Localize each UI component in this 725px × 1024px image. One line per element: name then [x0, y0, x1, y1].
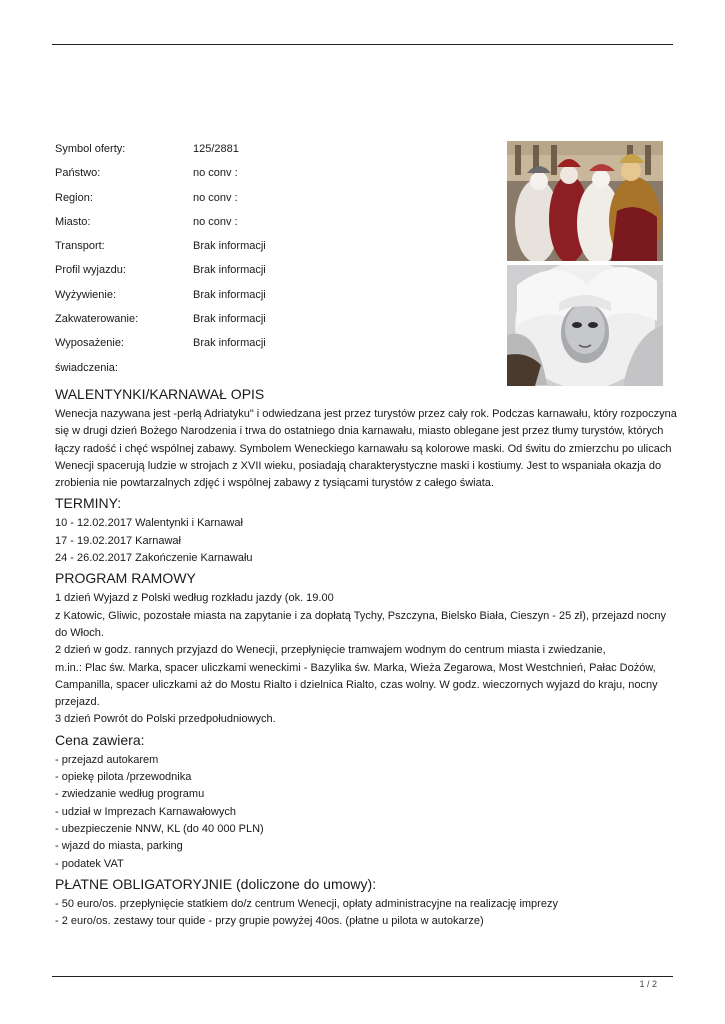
termin-line: 17 - 19.02.2017 Karnawał: [55, 534, 181, 547]
cena-item: - wjazd do miasta, parking: [55, 840, 183, 853]
info-label: Wyposażenie:: [55, 337, 124, 350]
top-rule: [52, 44, 673, 45]
info-row: [55, 311, 495, 335]
info-value: no conv :: [193, 215, 238, 228]
bottom-rule: [52, 976, 673, 977]
section-heading-program: PROGRAM RAMOWY: [55, 570, 196, 587]
platne-item: - 2 euro/os. zestawy tour quide - przy grupie powyżej 40os. (płatne u pilota w autokarze): [55, 915, 484, 928]
program-line: 1 dzień Wyjazd z Polski według rozkładu jazdy (ok. 19.00: [55, 592, 334, 605]
info-value: Brak informacji: [193, 337, 266, 350]
offer-content: [55, 385, 680, 930]
termin-line: 10 - 12.02.2017 Walentynki i Karnawał: [55, 517, 243, 530]
program-line: 3 dzień Powrót do Polski przedpołudniowych.: [55, 713, 276, 726]
info-value: no conv :: [193, 191, 238, 204]
cena-item: - podatek VAT: [55, 857, 124, 870]
program-line: m.in.: Plac św. Marka, spacer uliczkami weneckimi - Bazylika św. Marka, Wieża Zegarowa, Most Westchnień, Pałac Dożów,: [55, 661, 656, 674]
info-row: [55, 165, 495, 189]
offer-info-table: [55, 141, 495, 384]
info-row: [55, 360, 495, 384]
termin-line: 24 - 26.02.2017 Zakończenie Karnawału: [55, 552, 253, 565]
cena-item: - ubezpieczenie NNW, KL (do 40 000 PLN): [55, 822, 264, 835]
info-row: [55, 141, 495, 165]
info-label: Profil wyjazdu:: [55, 264, 126, 277]
info-label: Wyżywienie:: [55, 288, 117, 301]
cena-item: - opiekę pilota /przewodnika: [55, 771, 192, 784]
platne-item: - 50 euro/os. przepłynięcie statkiem do/z centrum Wenecji, opłaty administracyjne na realizację imprezy: [55, 897, 558, 910]
program-line: przejazd.: [55, 696, 100, 709]
info-row: [55, 262, 495, 286]
section-heading-platne: PŁATNE OBLIGATORYJNIE (doliczone do umowy):: [55, 875, 377, 892]
info-label: świadczenia:: [55, 361, 118, 374]
program-line: do Włoch.: [55, 626, 104, 639]
section-heading-opis: WALENTYNKI/KARNAWAŁ OPIS: [55, 386, 265, 402]
info-label: Zakwaterowanie:: [55, 313, 139, 326]
cena-item: - przejazd autokarem: [55, 753, 159, 766]
carnival-group-photo: [507, 141, 663, 261]
info-value: Brak informacji: [193, 313, 266, 326]
section-heading-terminy: TERMINY:: [55, 495, 122, 512]
info-label: Region:: [55, 191, 93, 204]
info-row: [55, 287, 495, 311]
info-label: Symbol oferty:: [55, 143, 126, 155]
section-heading-cena: Cena zawiera:: [55, 731, 145, 748]
info-value: Brak informacji: [193, 288, 266, 301]
info-value: no conv :: [193, 167, 238, 180]
info-label: Państwo:: [55, 167, 101, 180]
cena-item: - udział w Imprezach Karnawałowych: [55, 805, 236, 818]
info-row: [55, 238, 495, 262]
info-value: 125/2881: [193, 143, 239, 155]
program-line: Campanilla, spacer uliczkami aż do Mostu Rialto i dzielnica Rialto, czas wolny. W godz. wieczornych wyjazd do kraju, nocny: [55, 678, 658, 691]
opis-line: Wenecja nazywana jest -perłą Adriatyku" i odwiedzana jest przez turystów przez cały rok. Podczas karnawału, który rozpoczyna: [55, 408, 677, 420]
info-label: Miasto:: [55, 215, 91, 228]
info-row: [55, 190, 495, 214]
masked-figure-photo: [507, 265, 663, 386]
opis-line: się w drugi dzień Bożego Narodzenia i trwa do ostatniego dnia karnawału, miasto oblegane jest przez tłumy turystów, których: [55, 425, 664, 438]
info-value: Brak informacji: [193, 264, 266, 277]
page-number: 1 / 2: [639, 979, 657, 989]
info-label: Transport:: [55, 240, 105, 253]
info-value: Brak informacji: [193, 240, 266, 253]
program-line: z Katowic, Gliwic, pozostałe miasta na zapytanie i za dopłatą Tychy, Pszczyna, Bielsko Biała, Cieszyn - 25 zł), przejazd nocny: [55, 609, 666, 622]
opis-line: łączy radość i chęć wspólnej zabawy. Symbolem Weneckiego karnawału są kolorowe maski. Od świtu do zmierzchu po ulicach: [55, 442, 672, 455]
opis-line: zrobienia nie powtarzalnych zdjęć i wspólnej zabawy z tysiącami turystów z całego świata.: [55, 477, 494, 490]
info-row: [55, 214, 495, 238]
program-line: 2 dzień w godz. rannych przyjazd do Wenecji, przepłynięcie tramwajem wodnym do centrum miasta i zwiedzanie,: [55, 644, 606, 657]
info-row: [55, 335, 495, 359]
opis-line: Wenecji spacerują ludzie w strojach z XVII wieku, posiadają charakterystyczne maski i kostiumy. Jest to wspaniała okazja do: [55, 459, 662, 472]
cena-item: - zwiedzanie według programu: [55, 788, 205, 801]
